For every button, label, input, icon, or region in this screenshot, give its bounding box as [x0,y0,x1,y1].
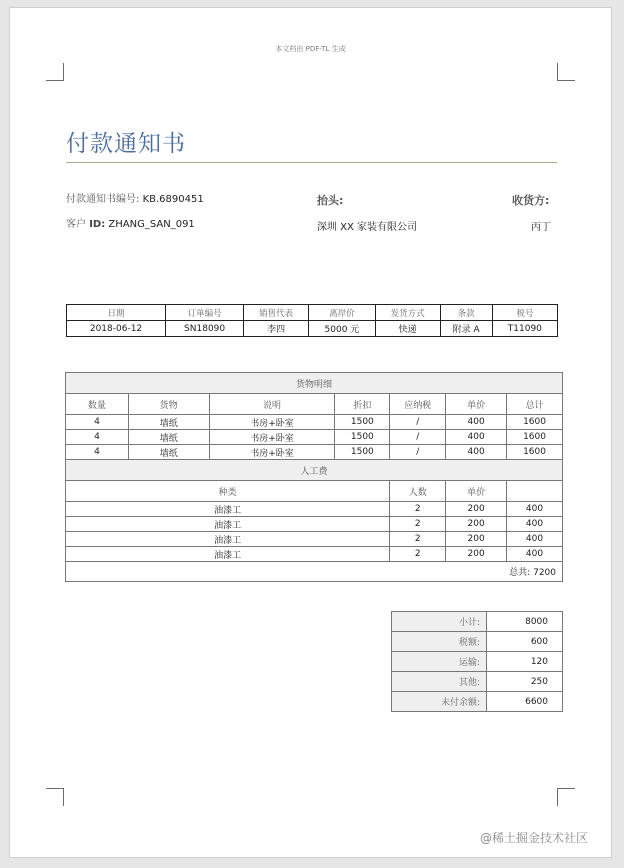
table-row [66,502,563,517]
order-info-table [66,304,558,337]
page-title: 付款通知书 [66,131,186,157]
goods-header-cell: 应纳税 [390,394,446,415]
customer-id-label: ID: [89,219,106,230]
summary-value: 8000 [487,612,563,632]
order-header-cell: 离岸价 [309,305,375,321]
labor-cell: 油漆工 [66,547,390,562]
goods-cell: 1600 [507,415,563,430]
labor-cell: 2 [390,517,446,532]
goods-cell: / [390,430,446,445]
goods-cell: / [390,445,446,460]
goods-cell: 1500 [335,415,390,430]
goods-header-row [66,394,563,415]
summary-value: 600 [487,632,563,652]
labor-cell: 油漆工 [66,502,390,517]
goods-cell: 墙纸 [128,430,209,445]
labor-cell: 400 [507,532,563,547]
crop-mark-top-right [557,63,575,81]
table-row [66,547,563,562]
labor-cell: 2 [390,547,446,562]
goods-cell: 1600 [507,430,563,445]
goods-cell: 400 [446,445,507,460]
labor-cell: 油漆工 [66,532,390,547]
order-cell: 2018-06-12 [67,321,166,337]
labor-header-cell: 人数 [390,481,446,502]
labor-total [66,562,563,582]
summary-row [392,672,563,692]
crop-mark-bottom-left [46,788,64,806]
order-cell: 快递 [375,321,440,337]
crop-mark-top-left [46,63,64,81]
goods-cell: 1500 [335,445,390,460]
goods-header-cell: 数量 [66,394,129,415]
labor-header-cell [507,481,563,502]
customer-label: 客户 [66,219,86,230]
goods-cell: 书房+卧室 [209,415,335,430]
labor-cell: 200 [446,502,507,517]
recipient-label: 收货方: [512,194,550,207]
summary-value: 120 [487,652,563,672]
order-cell: T11090 [492,321,557,337]
goods-cell: 400 [446,430,507,445]
header-to-label: 抬头: [317,194,344,207]
order-cell: 李四 [244,321,309,337]
order-header-cell: 发货方式 [375,305,440,321]
header-to-value: 深圳 XX 家装有限公司 [317,222,418,233]
recipient-value: 丙丁 [531,222,551,233]
labor-total-value: 7200 [533,568,556,578]
summary-row [392,612,563,632]
order-cell: SN18090 [166,321,244,337]
goods-header-cell: 单价 [446,394,507,415]
goods-cell: 4 [66,430,129,445]
table-row [66,517,563,532]
labor-header-cell: 种类 [66,481,390,502]
customer-id [66,215,195,230]
goods-cell: 书房+卧室 [209,445,335,460]
labor-section-title: 人工费 [66,460,563,481]
table-row [66,532,563,547]
labor-cell: 2 [390,532,446,547]
document-page [9,7,612,858]
summary-row [392,692,563,712]
goods-header-cell: 说明 [209,394,335,415]
goods-cell: 400 [446,415,507,430]
goods-cell: 4 [66,415,129,430]
goods-header-cell: 货物 [128,394,209,415]
summary-value: 250 [487,672,563,692]
goods-cell: 墙纸 [128,445,209,460]
goods-section-title: 货物明细 [66,373,563,394]
goods-cell: 书房+卧室 [209,430,335,445]
labor-cell: 400 [507,547,563,562]
labor-cell: 200 [446,547,507,562]
order-cell: 附录 A [440,321,492,337]
order-header-row [67,305,558,321]
crop-mark-bottom-right [557,788,575,806]
goods-cell: 4 [66,445,129,460]
goods-header-cell: 折扣 [335,394,390,415]
summary-label: 税额: [392,632,487,652]
notice-number-value: KB.6890451 [142,194,204,205]
labor-cell: 200 [446,532,507,547]
labor-header-cell: 单价 [446,481,507,502]
header-note: 本文档由 PDF-TL 生成 [275,45,346,53]
order-header-cell: 销售代表 [244,305,309,321]
summary-value: 6600 [487,692,563,712]
goods-cell: / [390,415,446,430]
summary-row [392,632,563,652]
notice-number [66,190,204,205]
labor-cell: 400 [507,502,563,517]
order-header-cell: 条款 [440,305,492,321]
order-header-cell: 税号 [492,305,557,321]
notice-number-label: 付款通知书编号: [66,194,140,205]
table-row [66,430,563,445]
table-row [66,415,563,430]
goods-cell: 墙纸 [128,415,209,430]
order-cell: 5000 元 [309,321,375,337]
goods-labor-table [65,372,563,582]
summary-label: 其他: [392,672,487,692]
labor-cell: 油漆工 [66,517,390,532]
summary-table [391,611,563,712]
labor-cell: 400 [507,517,563,532]
summary-label: 运输: [392,652,487,672]
title-divider [66,162,557,163]
customer-id-value: ZHANG_SAN_091 [108,219,195,230]
labor-cell: 2 [390,502,446,517]
order-header-cell: 日期 [67,305,166,321]
order-header-cell: 订单编号 [166,305,244,321]
goods-cell: 1600 [507,445,563,460]
order-data-row [67,321,558,337]
table-row [66,445,563,460]
summary-label: 小计: [392,612,487,632]
summary-label: 未付余额: [392,692,487,712]
goods-cell: 1500 [335,430,390,445]
labor-total-label: 总共: [509,568,531,578]
summary-row [392,652,563,672]
goods-header-cell: 总计 [507,394,563,415]
labor-header-row [66,481,563,502]
labor-cell: 200 [446,517,507,532]
watermark: @稀土掘金技术社区 [480,831,589,845]
